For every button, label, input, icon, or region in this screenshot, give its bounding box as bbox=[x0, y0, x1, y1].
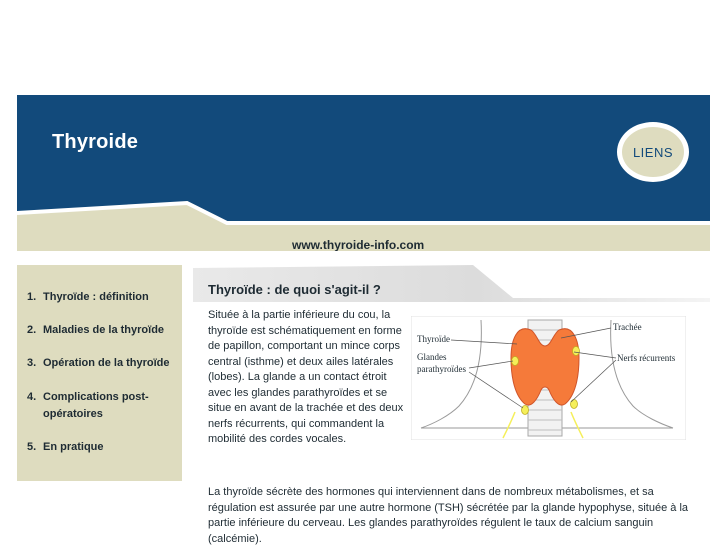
hormones-paragraph: La thyroïde sécrète des hormones qui interviennent dans de nombreux métabolismes, et sa régulation est assurée par une autre hormone (TSH) sécrétée par la glande hypophyse, située à la partie inférieure du cerveau. Les glandes parathyroïdes régulent le taux de calcium sanguin (calcémie). bbox=[208, 486, 689, 545]
sidebar-item-definition[interactable] bbox=[27, 289, 177, 306]
sidebar-item-label: Opération de la thyroïde bbox=[43, 357, 170, 369]
sidebar-item-label: Maladies de la thyroïde bbox=[43, 324, 165, 336]
site-url: www.thyroide-info.com bbox=[292, 238, 425, 251]
site-header bbox=[17, 95, 710, 251]
sidebar-item-label: Complications post-opératoires bbox=[43, 391, 149, 420]
sidebar-nav bbox=[17, 265, 182, 481]
links-button-label: LIENS bbox=[632, 144, 674, 160]
links-button[interactable] bbox=[617, 122, 689, 182]
site-title: Thyroide bbox=[52, 131, 139, 153]
sidebar-item-complications[interactable] bbox=[27, 389, 152, 423]
header-wave-band bbox=[17, 95, 710, 251]
diagram-label-parathyroides: parathyroïdes bbox=[417, 364, 466, 374]
sidebar-item-number: 5. bbox=[27, 441, 37, 453]
diagram-label-thyroide: Thyroïde bbox=[417, 334, 450, 344]
section-title: Thyroïde : de quoi s'agit-il ? bbox=[208, 282, 381, 297]
sidebar-item-en-pratique[interactable] bbox=[27, 439, 177, 456]
sidebar-item-operation[interactable] bbox=[27, 355, 177, 372]
sidebar-item-number: 1. bbox=[27, 291, 37, 303]
sidebar-item-number: 3. bbox=[27, 357, 37, 369]
diagram-label-trachee: Trachée bbox=[613, 322, 642, 332]
diagram-label-nerfs: Nerfs récurrents bbox=[617, 353, 676, 363]
intro-paragraph: Située à la partie inférieure du cou, la thyroïde est schématiquement en forme de papillon, comportant un mince corps central (isthme) et deux ailes latérales (lobes). La glande a un contact étroit avec les glandes parathyroïdes et se situe en avant de la trachée et des deux nerfs récurrents, qui commandent la mobilité des cordes vocales. bbox=[208, 309, 404, 445]
sidebar-item-label: En pratique bbox=[43, 441, 104, 453]
sidebar-item-number: 4. bbox=[27, 391, 37, 403]
sidebar-item-number: 2. bbox=[27, 324, 37, 336]
sidebar-item-label: Thyroïde : définition bbox=[43, 291, 149, 303]
diagram-label-glandes: Glandes bbox=[417, 352, 447, 362]
sidebar-item-maladies[interactable] bbox=[27, 322, 177, 339]
thyroid-diagram bbox=[411, 316, 686, 440]
